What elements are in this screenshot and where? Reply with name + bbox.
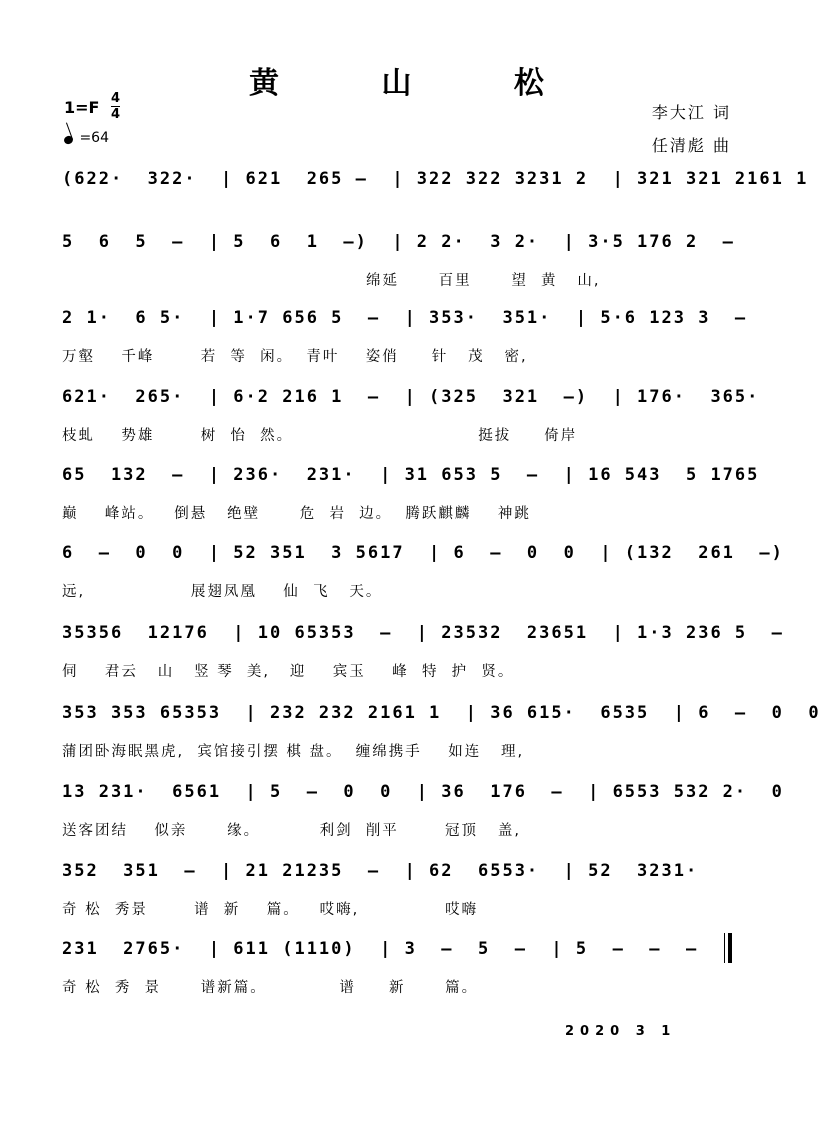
song-title: 黄 山 松: [249, 66, 590, 101]
date-stamp: 2020 3 1: [565, 1024, 677, 1039]
notation-line: 352 351 – | 21 21235 – | 62 6553· | 52 3231·: [62, 861, 699, 881]
lyrics-line: 远, 展翅凤凰 仙 飞 天。: [62, 584, 383, 600]
notation-line: 6 – 0 0 | 52 351 3 5617 | 6 – 0 0 | (132 261 –): [62, 543, 784, 563]
lyrics-line: 奇 松 秀 景 谱新篇。 谱 新 篇。: [62, 980, 479, 996]
time-signature-bottom: 4: [111, 107, 121, 122]
staff-system: [62, 858, 732, 918]
staff-system: [62, 779, 784, 839]
staff-system: [62, 700, 821, 760]
notation-line: (622· 322· | 621 265 – | 322 322 3231 2 | 321 321 2161 1: [62, 169, 809, 189]
staff-system: [62, 936, 732, 996]
lyrics-line: 伺 君云 山 竖 琴 美, 迎 宾玉 峰 特 护 贤。: [62, 664, 515, 680]
staff-system: [62, 166, 809, 206]
staff-system: [62, 462, 760, 522]
staff-system: [62, 384, 760, 444]
lyrics-line: 巅 峰站。 倒悬 绝壁 危 岩 边。 腾跃麒麟 神跳: [62, 506, 531, 522]
notation-line: 65 132 – | 236· 231· | 31 653 5 – | 16 543 5 1765: [62, 465, 760, 485]
notation-line: 13 231· 6561 | 5 – 0 0 | 36 176 – | 6553 532 2· 0: [62, 782, 784, 802]
notation-line: 35356 12176 | 10 65353 – | 23532 23651 | 1·3 236 5 –: [62, 623, 784, 643]
staff-system: [62, 229, 735, 289]
notation-line: 5 6 5 – | 5 6 1 –) | 2 2· 3 2· | 3·5 176 2 –: [62, 232, 735, 252]
lyrics-line: 蒲团卧海眠黑虎, 宾馆接引摆 棋 盘。 缠绵携手 如连 理,: [62, 744, 525, 760]
staff-system: [62, 620, 784, 680]
lyricist-credit: 李大江 词: [651, 103, 731, 122]
notation-line: 231 2765· | 611 (1110) | 3 – 5 – | 5 – – –: [62, 939, 699, 959]
tempo-value: =64: [79, 130, 109, 146]
tempo-marking: [64, 130, 109, 146]
staff-system: [62, 305, 748, 365]
quarter-note-icon: [63, 135, 74, 146]
time-signature: [111, 91, 120, 122]
composer-credit: 任清彪 曲: [651, 136, 731, 155]
final-barline: [724, 933, 732, 963]
notation-line: 621· 265· | 6·2 216 1 – | (325 321 –) | 176· 365·: [62, 387, 760, 407]
time-signature-top: 4: [111, 91, 121, 106]
lyrics-line: 奇 松 秀景 谱 新 篇。 哎嗨, 哎嗨: [62, 902, 479, 918]
lyrics-line: 枝虬 势雄 树 怡 然。 挺拔 倚岸: [62, 428, 578, 444]
notation-line: 353 353 65353 | 232 232 2161 1 | 36 615· 6535 | 6 – 0 0: [62, 703, 821, 723]
notation-line: 2 1· 6 5· | 1·7 656 5 – | 353· 351· | 5·6 123 3 –: [62, 308, 748, 328]
lyrics-line: 送客团结 似亲 缘。 利剑 削平 冠顶 盖,: [62, 823, 521, 839]
lyrics-line: 万壑 千峰 若 等 闲。 青叶 姿俏 针 茂 密,: [62, 349, 528, 365]
staff-system: [62, 540, 784, 600]
key-signature: 1=F: [64, 98, 100, 117]
lyrics-line: 绵延 百里 望 黄 山,: [62, 273, 601, 289]
